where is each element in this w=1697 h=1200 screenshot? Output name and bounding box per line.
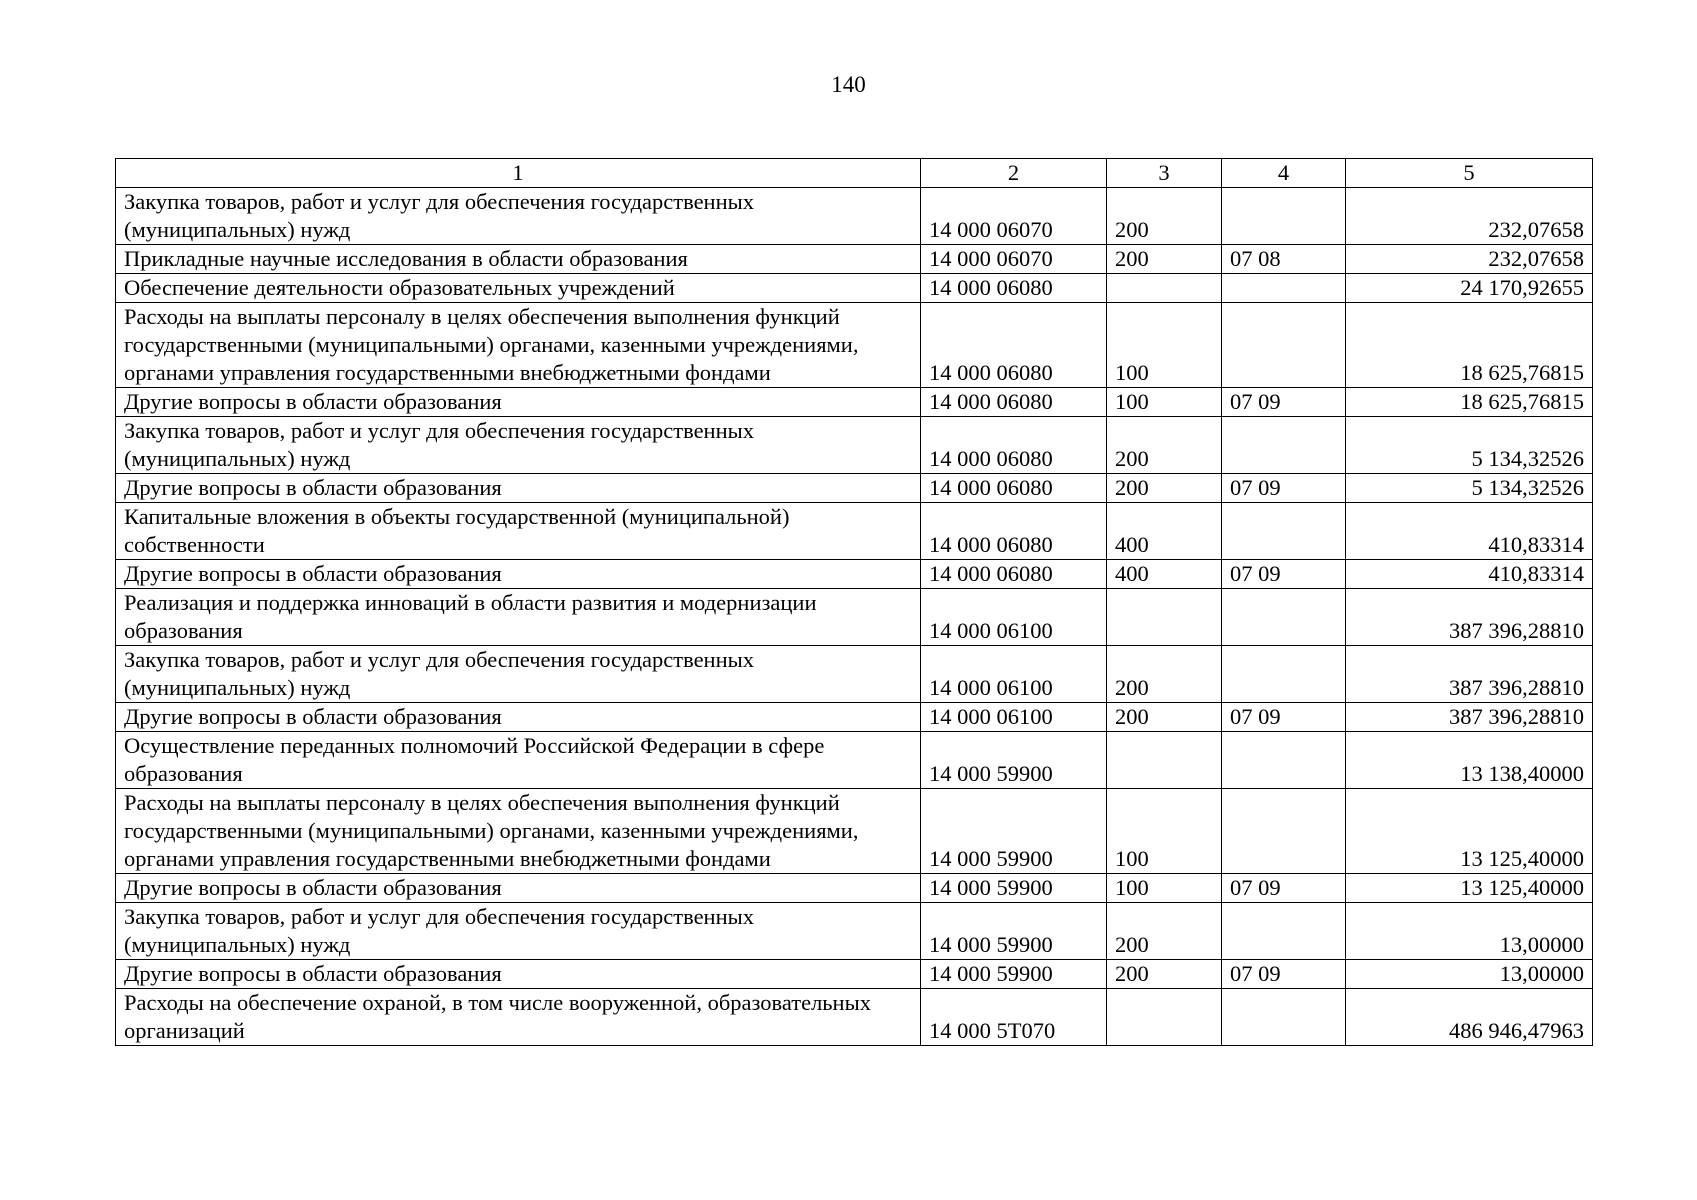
row-amount-cell: 5 134,32526 <box>1346 417 1593 474</box>
row-amount-cell: 18 625,76815 <box>1346 388 1593 417</box>
table-row <box>116 474 1593 503</box>
row-name-cell: Расходы на выплаты персоналу в целях обеспечения выполнения функций государственными (муниципальными) органами, казенными учреждениями, органами управления государственными внебюджетными фондами <box>116 789 921 874</box>
column-header-3: 3 <box>1107 159 1222 188</box>
row-name-cell: Капитальные вложения в объекты государственной (муниципальной) собственности <box>116 503 921 560</box>
table-row <box>116 903 1593 960</box>
row-expense-type-cell: 200 <box>1107 960 1222 989</box>
row-target-code-cell: 14 000 06070 <box>921 245 1107 274</box>
row-amount-cell: 387 396,28810 <box>1346 703 1593 732</box>
row-section-cell: 07 09 <box>1222 874 1346 903</box>
row-name-cell: Другие вопросы в области образования <box>116 703 921 732</box>
row-target-code-cell: 14 000 06080 <box>921 474 1107 503</box>
table-row <box>116 303 1593 388</box>
row-expense-type-cell <box>1107 989 1222 1046</box>
row-target-code-cell: 14 000 59900 <box>921 960 1107 989</box>
row-section-cell <box>1222 589 1346 646</box>
row-expense-type-cell: 100 <box>1107 388 1222 417</box>
row-name-cell: Расходы на обеспечение охраной, в том числе вооруженной, образовательных организаций <box>116 989 921 1046</box>
row-expense-type-cell: 200 <box>1107 245 1222 274</box>
page-number: 140 <box>831 72 866 97</box>
table-row <box>116 989 1593 1046</box>
table-row <box>116 560 1593 589</box>
row-amount-cell: 387 396,28810 <box>1346 646 1593 703</box>
row-target-code-cell: 14 000 06080 <box>921 388 1107 417</box>
row-section-cell <box>1222 903 1346 960</box>
row-target-code-cell: 14 000 06100 <box>921 646 1107 703</box>
column-header-2: 2 <box>921 159 1107 188</box>
row-expense-type-cell: 100 <box>1107 303 1222 388</box>
row-amount-cell: 232,07658 <box>1346 245 1593 274</box>
row-expense-type-cell: 200 <box>1107 417 1222 474</box>
row-section-cell <box>1222 732 1346 789</box>
table-row <box>116 732 1593 789</box>
row-section-cell <box>1222 789 1346 874</box>
row-expense-type-cell: 100 <box>1107 874 1222 903</box>
table-row <box>116 589 1593 646</box>
row-amount-cell: 13,00000 <box>1346 960 1593 989</box>
row-section-cell: 07 09 <box>1222 560 1346 589</box>
row-name-cell: Другие вопросы в области образования <box>116 560 921 589</box>
row-target-code-cell: 14 000 5Т070 <box>921 989 1107 1046</box>
row-name-cell: Закупка товаров, работ и услуг для обеспечения государственных (муниципальных) нужд <box>116 646 921 703</box>
row-target-code-cell: 14 000 59900 <box>921 732 1107 789</box>
table-row <box>116 417 1593 474</box>
column-header-4: 4 <box>1222 159 1346 188</box>
table-row <box>116 245 1593 274</box>
row-amount-cell: 486 946,47963 <box>1346 989 1593 1046</box>
row-amount-cell: 410,83314 <box>1346 503 1593 560</box>
row-target-code-cell: 14 000 06080 <box>921 303 1107 388</box>
row-amount-cell: 13 125,40000 <box>1346 874 1593 903</box>
row-target-code-cell: 14 000 06080 <box>921 417 1107 474</box>
row-name-cell: Прикладные научные исследования в области образования <box>116 245 921 274</box>
table-row <box>116 960 1593 989</box>
row-section-cell: 07 09 <box>1222 960 1346 989</box>
table-body <box>116 188 1593 1046</box>
row-target-code-cell: 14 000 06100 <box>921 703 1107 732</box>
row-name-cell: Закупка товаров, работ и услуг для обеспечения государственных (муниципальных) нужд <box>116 188 921 245</box>
row-name-cell: Другие вопросы в области образования <box>116 388 921 417</box>
row-expense-type-cell: 200 <box>1107 703 1222 732</box>
row-name-cell: Другие вопросы в области образования <box>116 474 921 503</box>
row-expense-type-cell: 200 <box>1107 646 1222 703</box>
row-expense-type-cell: 100 <box>1107 789 1222 874</box>
row-section-cell <box>1222 274 1346 303</box>
row-name-cell: Закупка товаров, работ и услуг для обеспечения государственных (муниципальных) нужд <box>116 417 921 474</box>
row-expense-type-cell: 200 <box>1107 903 1222 960</box>
row-target-code-cell: 14 000 06080 <box>921 560 1107 589</box>
row-section-cell: 07 09 <box>1222 474 1346 503</box>
row-name-cell: Другие вопросы в области образования <box>116 874 921 903</box>
row-target-code-cell: 14 000 06070 <box>921 188 1107 245</box>
table-row <box>116 388 1593 417</box>
row-section-cell: 07 09 <box>1222 388 1346 417</box>
table-row <box>116 503 1593 560</box>
row-target-code-cell: 14 000 06080 <box>921 274 1107 303</box>
row-amount-cell: 13 125,40000 <box>1346 789 1593 874</box>
row-section-cell: 07 09 <box>1222 703 1346 732</box>
row-section-cell: 07 08 <box>1222 245 1346 274</box>
row-amount-cell: 387 396,28810 <box>1346 589 1593 646</box>
table-header-row <box>116 159 1593 188</box>
column-header-1: 1 <box>116 159 921 188</box>
row-section-cell <box>1222 989 1346 1046</box>
row-target-code-cell: 14 000 59900 <box>921 874 1107 903</box>
row-amount-cell: 13 138,40000 <box>1346 732 1593 789</box>
row-target-code-cell: 14 000 59900 <box>921 903 1107 960</box>
column-header-5: 5 <box>1346 159 1593 188</box>
row-expense-type-cell <box>1107 589 1222 646</box>
row-name-cell: Расходы на выплаты персоналу в целях обеспечения выполнения функций государственными (муниципальными) органами, казенными учреждениями, органами управления государственными внебюджетными фондами <box>116 303 921 388</box>
row-expense-type-cell: 200 <box>1107 474 1222 503</box>
budget-table <box>115 158 1593 1046</box>
table-row <box>116 274 1593 303</box>
row-name-cell: Другие вопросы в области образования <box>116 960 921 989</box>
row-amount-cell: 410,83314 <box>1346 560 1593 589</box>
row-expense-type-cell: 200 <box>1107 188 1222 245</box>
row-section-cell <box>1222 646 1346 703</box>
table-row <box>116 646 1593 703</box>
row-target-code-cell: 14 000 59900 <box>921 789 1107 874</box>
table-row <box>116 703 1593 732</box>
row-name-cell: Обеспечение деятельности образовательных учреждений <box>116 274 921 303</box>
row-expense-type-cell: 400 <box>1107 503 1222 560</box>
row-amount-cell: 24 170,92655 <box>1346 274 1593 303</box>
row-section-cell <box>1222 188 1346 245</box>
row-section-cell <box>1222 503 1346 560</box>
row-name-cell: Реализация и поддержка инноваций в области развития и модернизации образования <box>116 589 921 646</box>
row-expense-type-cell <box>1107 274 1222 303</box>
row-amount-cell: 18 625,76815 <box>1346 303 1593 388</box>
table-row <box>116 188 1593 245</box>
row-target-code-cell: 14 000 06080 <box>921 503 1107 560</box>
table-row <box>116 874 1593 903</box>
table-row <box>116 789 1593 874</box>
row-amount-cell: 13,00000 <box>1346 903 1593 960</box>
row-name-cell: Осуществление переданных полномочий Российской Федерации в сфере образования <box>116 732 921 789</box>
row-section-cell <box>1222 417 1346 474</box>
row-amount-cell: 232,07658 <box>1346 188 1593 245</box>
row-section-cell <box>1222 303 1346 388</box>
row-target-code-cell: 14 000 06100 <box>921 589 1107 646</box>
row-name-cell: Закупка товаров, работ и услуг для обеспечения государственных (муниципальных) нужд <box>116 903 921 960</box>
row-expense-type-cell <box>1107 732 1222 789</box>
row-expense-type-cell: 400 <box>1107 560 1222 589</box>
row-amount-cell: 5 134,32526 <box>1346 474 1593 503</box>
